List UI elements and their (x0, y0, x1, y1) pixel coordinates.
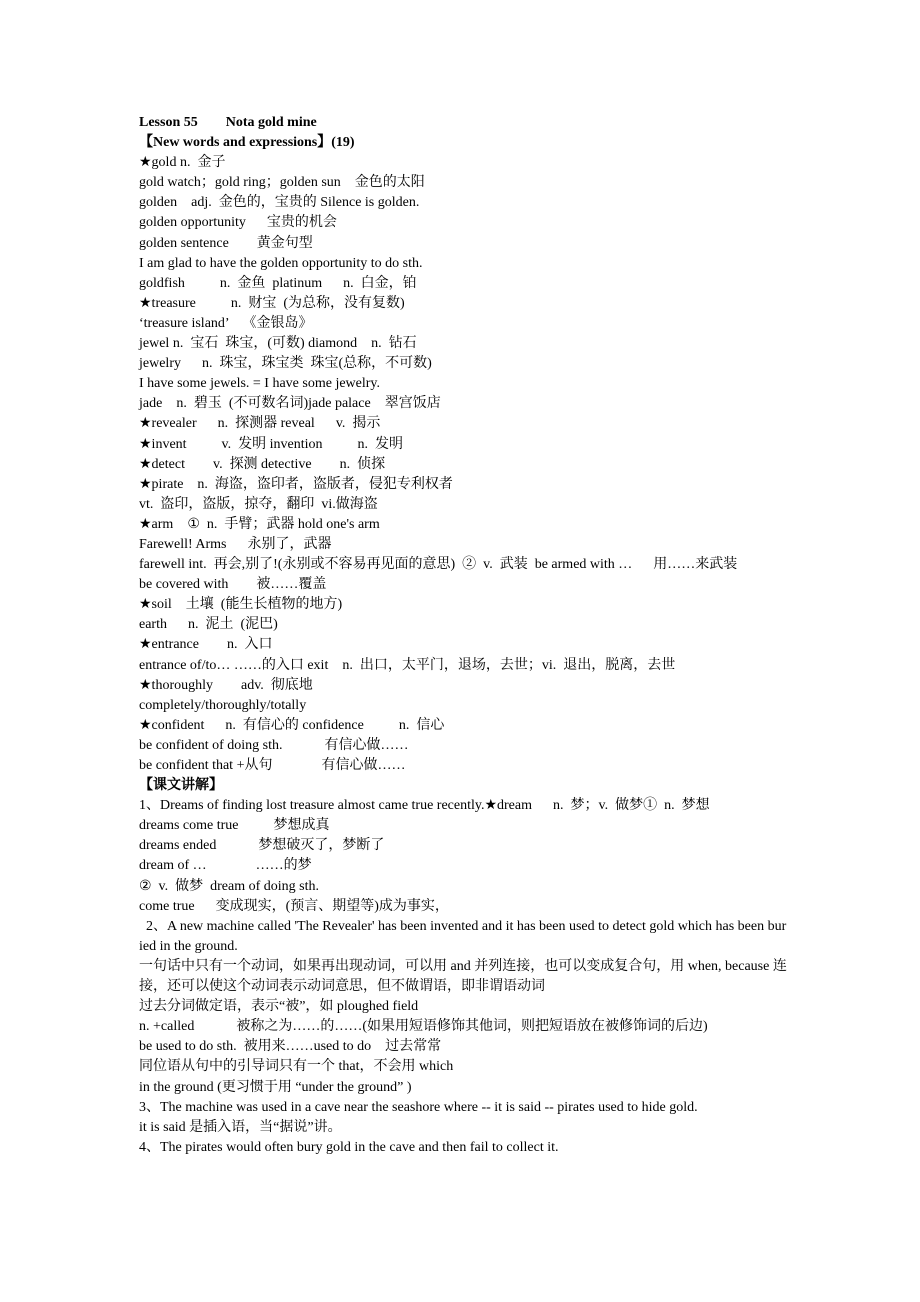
section-heading-text-explanation: 【课文讲解】 (139, 778, 223, 794)
vocab-line: farewell int. 再会,别了!(永别或不容易再见面的意思) ② v. 武装 be armed with … 用……来武装 (139, 557, 738, 573)
vocab-line: ★soil 土壤 (能生长植物的地方) (139, 597, 343, 613)
vocab-line: earth n. 泥土 (泥巴) (139, 617, 278, 633)
vocab-line: ★confident n. 有信心的 confidence n. 信心 (139, 717, 445, 733)
note-line: dreams ended 梦想破灭了，梦断了 (139, 838, 385, 854)
vocab-line: ‘treasure island’ 《金银岛》 (139, 315, 313, 331)
vocab-line: completely/thoroughly/totally (139, 697, 307, 713)
note-line: 同位语从句中的引导词只有一个 that，不会用 which (139, 1059, 454, 1075)
vocab-line: ★detect v. 探测 detective n. 侦探 (139, 456, 386, 472)
section-heading-new-words: 【New words and expressions】(19) (139, 135, 355, 151)
vocab-line: I have some jewels. = I have some jewelry. (139, 376, 381, 392)
note-line: in the ground (更习惯于用 “under the ground” ) (139, 1079, 412, 1095)
vocab-line: be confident of doing sth. 有信心做…… (139, 737, 409, 753)
vocab-line: ★pirate n. 海盗，盗印者，盗版者，侵犯专利权者 (139, 476, 453, 492)
note-line: 过去分词做定语，表示“被”，如 ploughed field (139, 999, 419, 1015)
vocab-line: golden adj. 金色的，宝贵的 Silence is golden. (139, 195, 420, 211)
vocab-line: jewelry n. 珠宝，珠宝类 珠宝(总称，不可数) (139, 356, 432, 372)
vocab-line: jade n. 碧玉 (不可数名词)jade palace 翠宫饭店 (139, 396, 441, 412)
lesson-title: Lesson 55 Nota gold mine (139, 115, 317, 130)
note-line: it is said 是插入语，当“据说”讲。 (139, 1119, 342, 1135)
note-line: dream of … ……的梦 (139, 858, 312, 874)
text-notes (139, 796, 789, 1158)
note-line: dreams come true 梦想成真 (139, 818, 330, 834)
vocab-line: entrance of/to… ……的入口 exit n. 出口，太平门，退场，去世；vi. 退出，脱离，去世 (139, 657, 676, 673)
vocab-line: ★invent v. 发明 invention n. 发明 (139, 436, 404, 452)
vocab-line: be covered with 被……覆盖 (139, 577, 327, 593)
vocab-line: vt. 盗印，盗版，掠夺，翻印 vi.做海盗 (139, 496, 378, 512)
vocab-line: ★thoroughly adv. 彻底地 (139, 677, 313, 693)
vocab-line: ★treasure n. 财宝 (为总称，没有复数) (139, 295, 405, 311)
vocab-line: be confident that +从句 有信心做…… (139, 758, 406, 773)
note-line: come true 变成现实，(预言、期望等)成为事实， (139, 898, 449, 914)
note-line: n. +called 被称之为……的……(如果用短语修饰其他词，则把短语放在被修饰词的后边) (139, 1019, 708, 1035)
vocab-line: ★entrance n. 入口 (139, 637, 273, 653)
vocab-line: goldfish n. 金鱼 platinum n. 白金，铂 (139, 275, 417, 291)
vocab-line: golden opportunity 宝贵的机会 (139, 215, 337, 231)
note-line: be used to do sth. 被用来……used to do 过去常常 (139, 1039, 442, 1055)
vocab-line: golden sentence 黄金句型 (139, 235, 313, 251)
note-line: 4、The pirates would often bury gold in the cave and then fail to collect it. (139, 1139, 559, 1155)
note-line: 一句话中只有一个动词，如果再出现动词，可以用 and 并列连接，也可以变成复合句，用 when, because 连接，还可以使这个动词表示动词意思，但不做谓语，即非谓语动词 (139, 958, 787, 995)
document-page (139, 113, 789, 1158)
vocab-line: ★gold n. 金子 (139, 155, 226, 171)
vocab-line: gold watch；gold ring；golden sun 金色的太阳 (139, 175, 425, 191)
note-line: 3、The machine was used in a cave near the seashore where -- it is said -- pirates used to hide gold. (139, 1099, 698, 1115)
vocabulary-list (139, 153, 789, 776)
vocab-line: I am glad to have the golden opportunity to do sth. (139, 255, 423, 271)
vocab-line: ★arm ① n. 手臂；武器 hold one's arm (139, 516, 380, 532)
note-line: 2、A new machine called 'The Revealer' has been invented and it has been used to detect gold which has been buried in the ground. (139, 918, 787, 954)
vocab-line: Farewell! Arms 永别了，武器 (139, 536, 332, 552)
vocab-line: ★revealer n. 探测器 reveal v. 揭示 (139, 416, 381, 432)
vocab-line: jewel n. 宝石 珠宝，(可数) diamond n. 钻石 (139, 336, 417, 352)
note-line: ② v. 做梦 dream of doing sth. (139, 878, 320, 894)
note-line: 1、Dreams of finding lost treasure almost came true recently.★dream n. 梦；v. 做梦① n. 梦想 (139, 798, 710, 814)
